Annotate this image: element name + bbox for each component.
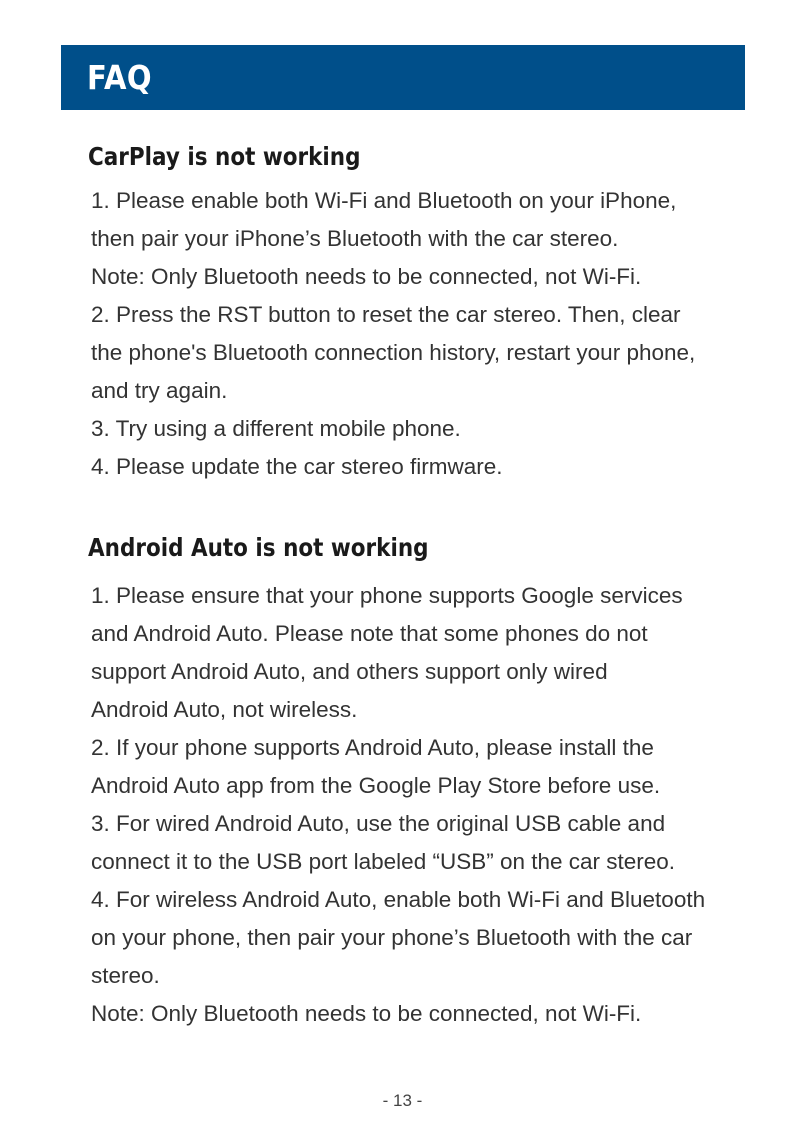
answer-line: 4. For wireless Android Auto, enable both Wi-Fi and Bluetooth [91,887,706,912]
android-auto-answer [91,577,705,1033]
answer-line: stereo. [91,963,160,988]
answer-line: and Android Auto. Please note that some phones do not [91,621,648,646]
answer-line: the phone's Bluetooth connection history, restart your phone, [91,340,696,365]
answer-line: Note: Only Bluetooth needs to be connected, not Wi-Fi. [91,264,642,289]
answer-line: Android Auto, not wireless. [91,697,358,722]
answer-line: connect it to the USB port labeled “USB” on the car stereo. [91,849,676,874]
section-carplay [88,140,778,479]
answer-line: 4. Please update the car stereo firmware. [91,454,503,479]
section-heading-android-auto: Android Auto is not working [88,533,429,562]
answer-line: 2. Press the RST button to reset the car stereo. Then, clear [91,302,681,327]
faq-header-bar [61,45,745,110]
answer-line: 3. For wired Android Auto, use the original USB cable and [91,811,666,836]
page-number: - 13 - [382,1091,423,1110]
answer-line: on your phone, then pair your phone’s Bluetooth with the car [91,925,693,950]
answer-line: 3. Try using a different mobile phone. [91,416,461,441]
carplay-answer [91,182,695,486]
answer-line: 2. If your phone supports Android Auto, please install the [91,735,654,760]
answer-line: 1. Please ensure that your phone supports Google services [91,583,683,608]
answer-line: then pair your iPhone’s Bluetooth with the car stereo. [91,226,619,251]
answer-line: and try again. [91,378,228,403]
answer-line: Android Auto app from the Google Play Store before use. [91,773,661,798]
section-android-auto [88,531,778,1026]
answer-line: support Android Auto, and others support only wired [91,659,608,684]
answer-line: 1. Please enable both Wi-Fi and Bluetooth on your iPhone, [91,188,677,213]
answer-line: Note: Only Bluetooth needs to be connected, not Wi-Fi. [91,1001,642,1026]
page-title: FAQ [87,58,152,97]
section-heading-carplay: CarPlay is not working [88,142,361,171]
